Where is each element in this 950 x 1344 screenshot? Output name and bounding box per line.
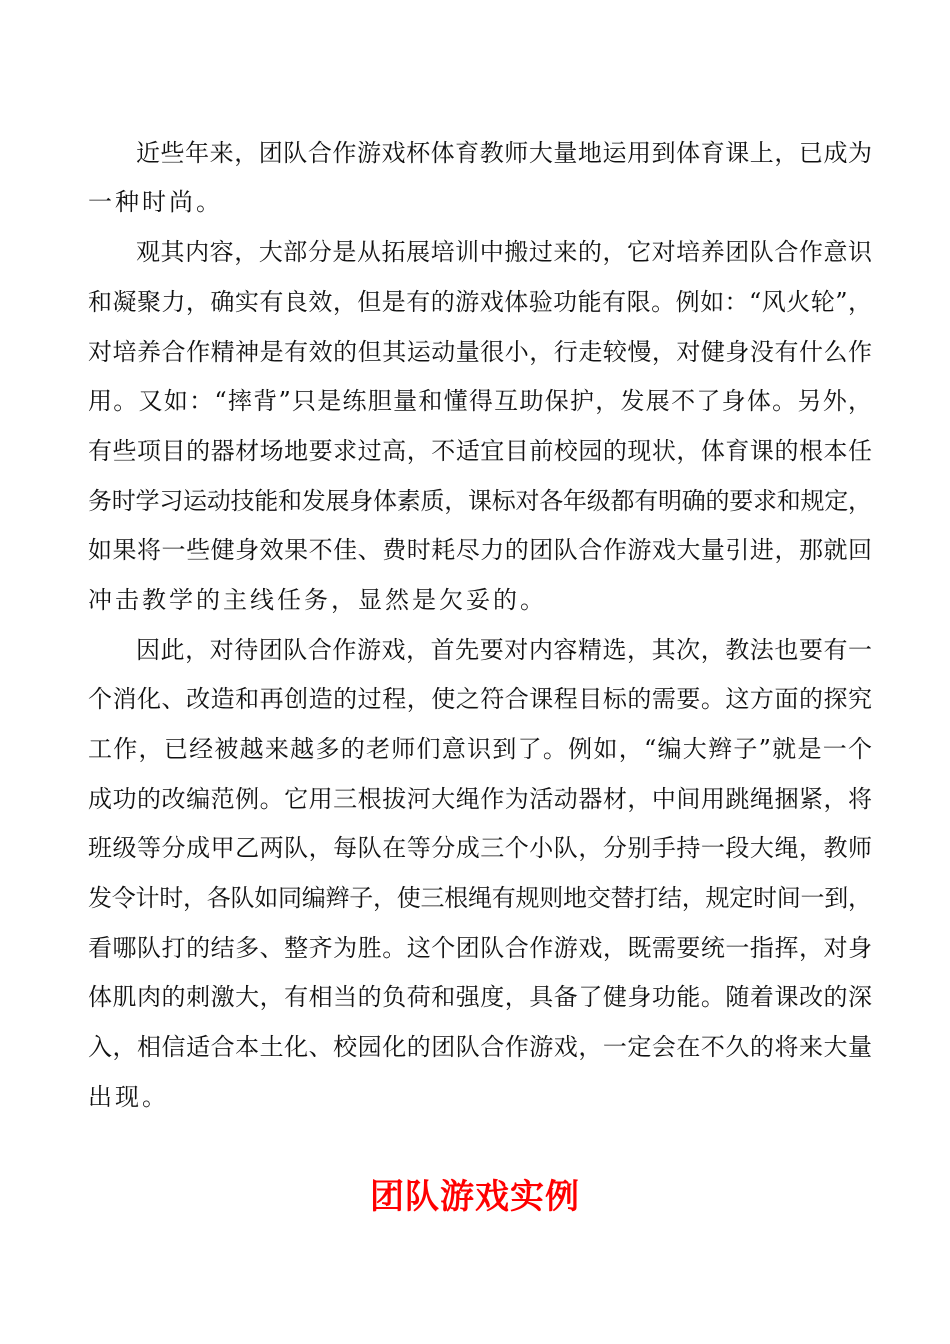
paragraph-1-line-2: 一种时尚。 bbox=[88, 188, 223, 216]
paragraph-3-line-7: 看哪队打的结多、整齐为胜。这个团队合作游戏，既需要统一指挥，对身 bbox=[88, 934, 873, 962]
paragraph-3-line-1: 因此，对待团队合作游戏，首先要对内容精选，其次，教法也要有一 bbox=[136, 636, 873, 664]
paragraph-2-line-2: 和凝聚力，确实有良效，但是有的游戏体验功能有限。例如：“风火轮”， bbox=[88, 288, 873, 316]
paragraph-2-line-4: 用。又如：“摔背”只是练胆量和懂得互助保护，发展不了身体。另外， bbox=[88, 387, 874, 415]
paragraph-3-line-8: 体肌肉的刺激大，有相当的负荷和强度，具备了健身功能。随着课改的深 bbox=[88, 983, 873, 1011]
paragraph-1-line-1: 近些年来，团队合作游戏杯体育教师大量地运用到体育课上，已成为 bbox=[136, 139, 873, 167]
paragraph-3-line-4: 成功的改编范例。它用三根拔河大绳作为活动器材，中间用跳绳捆紧，将 bbox=[88, 785, 873, 813]
paragraph-3-line-2: 个消化、改造和再创造的过程，使之符合课程目标的需要。这方面的探究 bbox=[88, 685, 873, 713]
paragraph-2-line-1: 观其内容，大部分是从拓展培训中搬过来的，它对培养团队合作意识 bbox=[136, 238, 873, 266]
section-heading: 团队游戏实例 bbox=[370, 1177, 580, 1217]
paragraph-2-line-6: 务时学习运动技能和发展身体素质，课标对各年级都有明确的要求和规定， bbox=[88, 487, 872, 515]
paragraph-3-line-6: 发令计时，各队如同编辫子，使三根绳有规则地交替打结，规定时间一到， bbox=[88, 884, 872, 912]
paragraph-3-line-5: 班级等分成甲乙两队，每队在等分成三个小队，分别手持一段大绳，教师 bbox=[88, 834, 873, 862]
paragraph-2-line-3: 对培养合作精神是有效的但其运动量很小，行走较慢，对健身没有什么作 bbox=[88, 338, 873, 366]
paragraph-2-line-5: 有些项目的器材场地要求过高，不适宜目前校园的现状，体育课的根本任 bbox=[88, 437, 873, 465]
paragraph-2-line-7: 如果将一些健身效果不佳、费时耗尽力的团队合作游戏大量引进，那就回 bbox=[88, 536, 873, 564]
paragraph-2-line-8: 冲击教学的主线任务，显然是欠妥的。 bbox=[88, 586, 547, 614]
paragraph-3-line-3: 工作，已经被越来越多的老师们意识到了。例如，“编大辫子”就是一个 bbox=[88, 735, 874, 763]
paragraph-3-line-10: 出现。 bbox=[88, 1083, 169, 1111]
paragraph-3-line-9: 入，相信适合本土化、校园化的团队合作游戏，一定会在不久的将来大量 bbox=[88, 1033, 873, 1061]
